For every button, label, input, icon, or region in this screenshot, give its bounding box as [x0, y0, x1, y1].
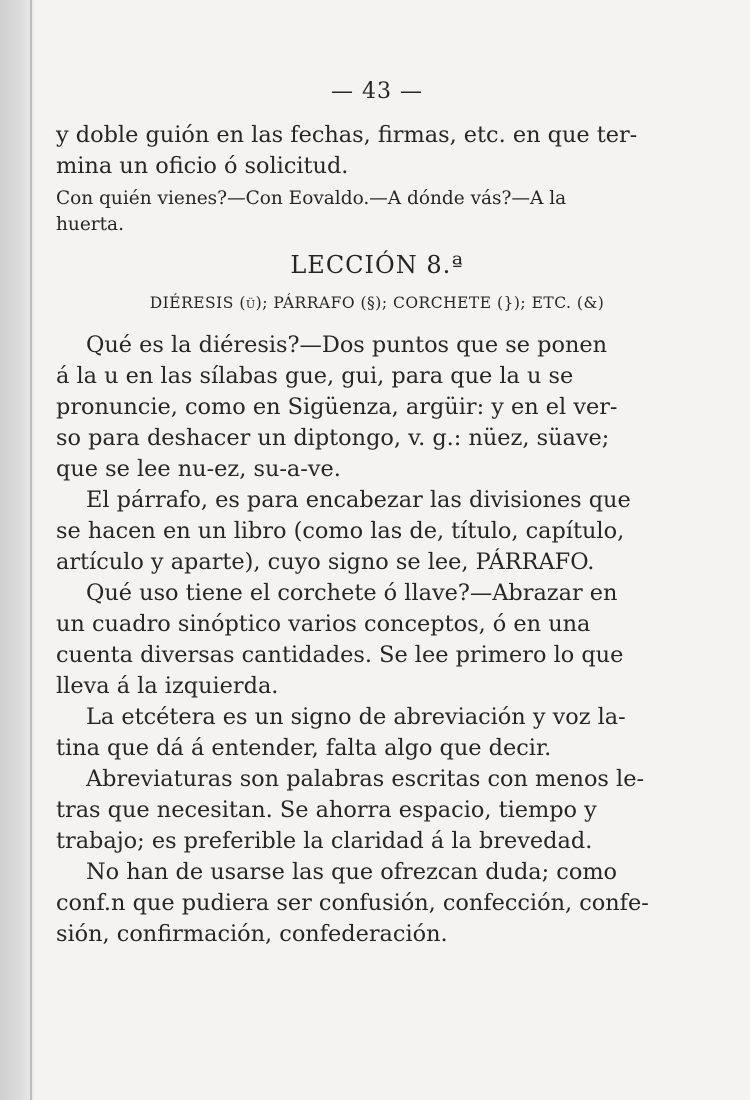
- intro-paragraph: [56, 120, 698, 182]
- text-line: á la u en las sílabas gue, gui, para que la u se: [56, 363, 574, 389]
- text-line: huerta.: [56, 214, 124, 235]
- example-paragraph: [56, 186, 698, 238]
- text-line: y doble guión en las fechas, firmas, etc. en que ter-: [56, 122, 638, 148]
- text-line: trabajo; es preferible la claridad á la brevedad.: [56, 828, 593, 854]
- paragraph-abreviaturas: [56, 764, 698, 857]
- text-line: No han de usarse las que ofrezcan duda; como: [86, 859, 618, 885]
- text-line: cuenta diversas cantidades. Se lee primero lo que: [56, 642, 624, 668]
- text-line: artículo y aparte), cuyo signo se lee, PÁRRAFO.: [56, 549, 595, 575]
- lesson-heading: LECCIÓN 8.ª: [290, 251, 464, 279]
- page-gutter-line: [30, 0, 32, 1100]
- paragraph-uso-abreviaturas: [56, 857, 698, 950]
- text-line: so para deshacer un diptongo, v. g.: nüez, süave;: [56, 425, 610, 451]
- text-line: conf.n que pudiera ser confusión, confección, confe-: [56, 890, 649, 916]
- paragraph-etcetera: [56, 702, 698, 764]
- text-line: Con quién vienes?—Con Eovaldo.—A dónde vás?—A la: [56, 188, 567, 209]
- text-line: se hacen en un libro (como las de, título, capítulo,: [56, 518, 625, 544]
- paragraph-parrafo: [56, 485, 698, 578]
- text-line: tina que dá á entender, falta algo que decir.: [56, 735, 552, 761]
- page-number: — 43 —: [331, 79, 423, 104]
- text-line: un cuadro sinóptico varios conceptos, ó en una: [56, 611, 591, 637]
- text-line: Qué uso tiene el corchete ó llave?—Abrazar en: [86, 580, 618, 606]
- paragraph-dieresis: [56, 330, 698, 485]
- text-line: mina un oficio ó solicitud.: [56, 153, 349, 179]
- text-line: El párrafo, es para encabezar las divisiones que: [86, 487, 631, 513]
- text-line: que se lee nu-ez, su-a-ve.: [56, 456, 341, 482]
- text-line: Qué es la diéresis?—Dos puntos que se ponen: [86, 332, 608, 358]
- text-line: tras que necesitan. Se ahorra espacio, tiempo y: [56, 797, 597, 823]
- text-line: lleva á la izquierda.: [56, 673, 279, 699]
- book-spine-shadow: [0, 0, 34, 1100]
- lesson-topics: DIÉRESIS (ü); PÁRRAFO (§); CORCHETE (}); ETC. (&): [149, 294, 605, 312]
- text-line: sión, confirmación, confederación.: [56, 921, 448, 947]
- text-line: pronuncie, como en Sigüenza, argüir: y en el ver-: [56, 394, 618, 420]
- text-line: Abreviaturas son palabras escritas con menos le-: [86, 766, 645, 792]
- text-line: La etcétera es un signo de abreviación y voz la-: [86, 704, 626, 730]
- book-page: [56, 78, 698, 950]
- paragraph-corchete: [56, 578, 698, 702]
